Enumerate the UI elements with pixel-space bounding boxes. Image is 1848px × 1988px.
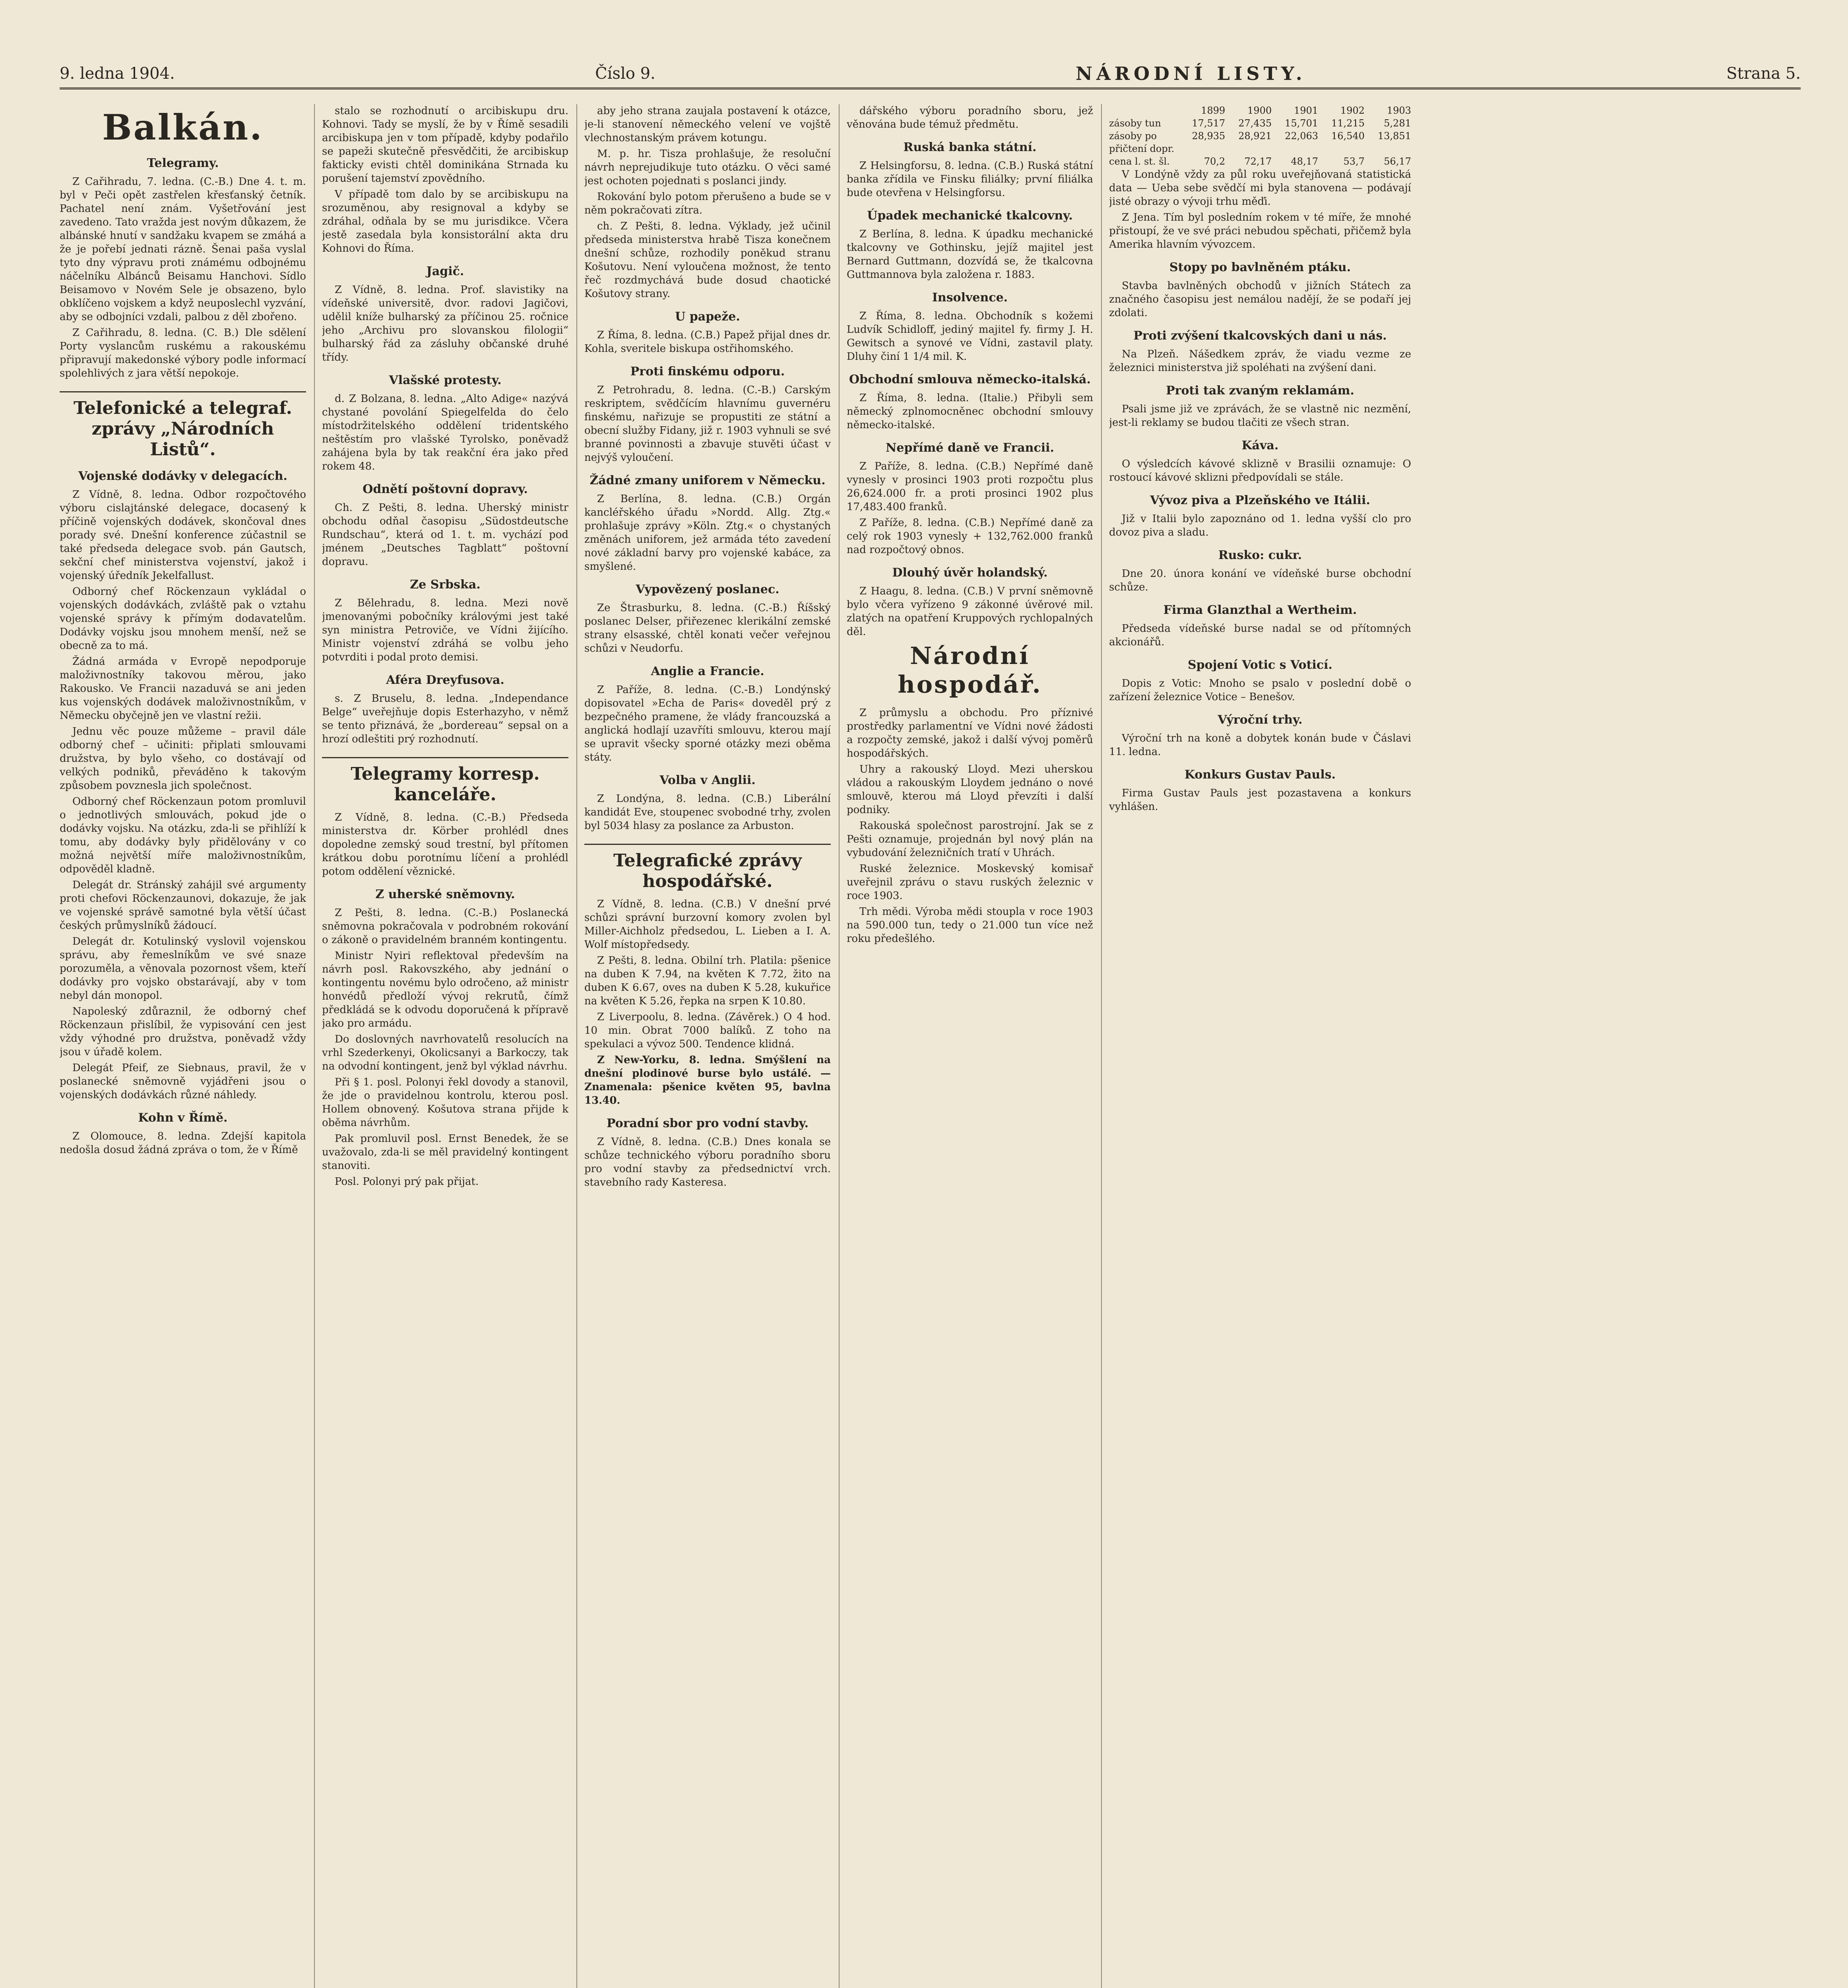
- article-paragraph: Trh mědi. Výroba mědi stoupla v roce 1903 na 590.000 tun, tedy o 21.000 tun více než roku předešlého.: [847, 906, 1093, 945]
- article-paragraph: Z Paříže, 8. ledna. (C.B.) Nepřímé daně za celý rok 1903 vynesly + 132,762.000 franků nad rozpočtový obnos.: [847, 517, 1093, 556]
- article-paragraph: Z Petrohradu, 8. ledna. (C.-B.) Carským reskriptem, svědčícím hlavnímu guvernéru finskému, nařizuje se propustiti ze státní a obecní služby Fidany, již r. 1903 vyhnuli se své branné povinnosti a zbavuje stuvěti účast v nejvýš vyloučení.: [584, 384, 831, 464]
- article-paragraph: M. p. hr. Tisza prohlašuje, že resoluční návrh neprejudikuje tuto otázku. O věci samé jest ochoten pojednati s poslanci jindy.: [584, 148, 831, 187]
- subheading: Ruská banka státní.: [903, 140, 1037, 154]
- telegramy-heading: Telegramy.: [147, 156, 219, 170]
- subheading: Volba v Anglii.: [659, 773, 756, 787]
- article-paragraph: V Londýně vždy za půl roku uveřejňovaná statistická data — Ueba sebe svědčí mi byla stanovena — podávají jisté obrazy o vývoji trhu měďi.: [1109, 169, 1411, 208]
- article-paragraph: Z Vídně, 8. ledna. (C.B.) Dnes konala se schůze technického výboru poradního sboru pro vodní stavby za předsednictví vrch. stavebního rady Kasteresa.: [584, 1136, 831, 1188]
- article-paragraph: Z průmyslu a obchodu. Pro příznivé prostředky parlamentní ve Vídni nové žádosti a rozpočty zemské, jakož i další vývoj poměrů hospodářských.: [847, 707, 1093, 759]
- article-paragraph: Odborný chef Röckenzaun vykládal o vojenských dodávkách, zvláště pak o vztahu vojenské správy k přímým dodavatelům. Dodávky vojsku jsou mnohem menší, než se obecně za to má.: [60, 586, 306, 652]
- masthead: [60, 60, 1801, 89]
- subheading: Stopy po bavlněném ptáku.: [1169, 260, 1351, 274]
- korresp-heading: Telegramy korresp. kanceláře.: [322, 757, 568, 805]
- subheading: Obchodní smlouva německo-italská.: [849, 373, 1091, 386]
- column-rule: [1101, 104, 1102, 1988]
- article-paragraph: Z Berlína, 8. ledna. K úpadku mechanické tkalcovny ve Gothinsku, jejíž majitel jest Bernard Guttmann, dozvídá se, že tkalcovna Guttmannova byla založena r. 1883.: [847, 228, 1093, 281]
- article-paragraph: Z Vídně, 8. ledna. (C.B.) V dnešní prvé schůzi správní burzovní komory zvolen byl Miller-Aichholz předsedou, L. Lieben a I. A. Wolf místopředsedy.: [584, 898, 831, 951]
- article-paragraph: Psali jsme již ve zprávách, že se vlastně nic nezmění, jest-li reklamy se budou tlačiti ze všech stran.: [1109, 403, 1411, 429]
- article-paragraph: Z Vídně, 8. ledna. Prof. slavistiky na vídeňské universitě, dvor. radovi Jagičovi, udělil kníže bulharský za příčinou 25. ročnice jeho „Archivu pro slovanskou filologii“ bulharský řád za zásluhy občanské druhé třídy.: [322, 284, 568, 363]
- section-title-narodni-hospodar: Národní hospodář.: [898, 642, 1042, 699]
- column-2: [322, 104, 568, 1988]
- article-paragraph: stalo se rozhodnutí o arcibiskupu dru. Kohnovi. Tady se myslí, že by v Římě sesadili arcibiskupa jen v tom případě, kdyby podařilo se papeži skutečně přesvědčiti, že arcibiskup fakticky evisti chtěl dominikána Strnada ku porušení tajemství zpovědního.: [322, 105, 568, 184]
- article-paragraph: V případě tom dalo by se arcibiskupu na srozuměnou, aby resignoval a kdyby se zdráhal, odňala by se mu jurisdikce. Včera jestě zasedala byla konsistorální akta dru Kohnovi do Říma.: [322, 188, 568, 254]
- section-title-balkan: Balkán.: [102, 107, 264, 148]
- subheading: Vojenské dodávky v delegacích.: [78, 469, 287, 483]
- article-paragraph: Stavba bavlněných obchodů v jižních Státech za značného časopisu jest nemálou nadějí, že se podaří jej zdolati.: [1109, 280, 1411, 319]
- subheading: Insolvence.: [932, 291, 1008, 305]
- copper-table-row: zásoby tun 17,517 27,435 15,701 11,215 5,281: [1109, 118, 1411, 129]
- copper-table-header: 1899 1900 1901 1902 1903: [1201, 105, 1411, 116]
- subheading: Úpadek mechanické tkalcovny.: [867, 209, 1073, 223]
- article-paragraph: Na Plzeň. Nášedkem zpráv, že viadu vezme ze železnici ministerstva již spoléhati na zvýšení dani.: [1109, 348, 1411, 374]
- article-paragraph: Posl. Polonyi prý pak přijat.: [335, 1176, 479, 1188]
- subheading: Odnětí poštovní dopravy.: [363, 482, 528, 496]
- article-paragraph: Z Helsingforsu, 8. ledna. (C.B.) Ruská státní banka zřídila ve Finsku filiálky; první filiálka bude otevřena v Helsingforsu.: [847, 160, 1093, 199]
- subheading: Káva.: [1241, 439, 1279, 452]
- column-rule: [576, 104, 577, 1988]
- article-paragraph: Dne 20. února konání ve vídeňské burse obchodní schůze.: [1109, 568, 1411, 593]
- article-paragraph: Z Vídně, 8. ledna. (C.-B.) Předseda ministerstva dr. Körber prohlédl dnes dopoledne zemský soud trestní, byl přítomen krátkou dobu porotnímu líčení a prohlédl potom oddělení věznické.: [322, 812, 568, 878]
- subheading: U papeže.: [675, 310, 740, 324]
- article-paragraph: dářského výboru poradního sboru, jež věnována bude témuž předmětu.: [847, 105, 1093, 130]
- article-paragraph: Již v Italii bylo zapoznáno od 1. ledna vyšší clo pro dovoz piva a sladu.: [1109, 513, 1411, 538]
- article-paragraph: Z Cařihradu, 7. ledna. (C.-B.) Dne 4. t. m. byl v Peči opět zastřelen křesťanský četník. Pachatel není znám. Vyšetřování jest zavedeno. Tato vražda jest novým důkazem, že albánské hnutí v sandžaku kvapem se zmáhá a že je pořebí jednati rázně. Šenai paša vyslal tyto dny výpravu proti známému odbojnému náčelníku Albánců Beisamu Hanchovi. Sídlo Beisamovo v Novém Sele je obsazeno, bylo obklíčeno vojskem a když neuposlechl vyzvání, aby se odbojníci vzdali, palbou z děl zbořeno.: [60, 176, 306, 323]
- subheading: Konkurs Gustav Pauls.: [1184, 768, 1336, 782]
- article-paragraph: Delegát dr. Kotulinský vyslovil vojenskou správu, aby řemeslníkům ve své snaze porozuměla, a věnovala pozornost všem, kteří dodávky pro vojsko obstarávají, aby v tom nebyl dán monopol.: [60, 936, 306, 1002]
- article-paragraph: Z Říma, 8. ledna. (Italie.) Přibyli sem německý zplnomocněnec obchodní smlouvy německo-italské.: [847, 392, 1093, 431]
- subheading: Firma Glanzthal a Wertheim.: [1163, 603, 1357, 617]
- subheading: Spojení Votic s Voticí.: [1188, 658, 1332, 672]
- article-paragraph: Z Říma, 8. ledna. (C.B.) Papež přijal dnes dr. Kohla, sveritele biskupa ostřihomského.: [584, 329, 831, 355]
- paper-title: NÁRODNÍ LISTY.: [1076, 63, 1306, 84]
- subheading: Jagič.: [426, 264, 464, 278]
- column-3: [584, 104, 831, 1988]
- subheading: Poradní sbor pro vodní stavby.: [606, 1116, 809, 1130]
- article-paragraph: O výsledcích kávové sklizně v Brasilii oznamuje: O rostoucí kávové sklizni předpovídali se stále.: [1109, 458, 1411, 483]
- article-paragraph: Rakouská společnost parostrojní. Jak se z Pešti oznamuje, projednán byl nový plán na vybudování železničních tratí v Uhrách.: [847, 820, 1093, 859]
- subheading: Kohn v Římě.: [138, 1111, 228, 1125]
- article-paragraph: Ze Štrasburku, 8. ledna. (C.-B.) Říšský poslanec Delser, přiřezenec klerikální zemské strany elsasské, chtěl konati večer veřejnou schůzi v Neudorfu.: [584, 602, 831, 654]
- column-rule: [839, 104, 840, 1988]
- article-paragraph: Z Cařihradu, 8. ledna. (C. B.) Dle sdělení Porty vyslancům ruskému a rakouskému připravují makedonské výbory podle informací spolehlivých z jara větší nepokoje.: [60, 327, 306, 379]
- article-paragraph: Výroční trh na koně a dobytek konán bude v Čáslavi 11. ledna.: [1109, 732, 1411, 758]
- subheading: Dlouhý úvěr holandský.: [892, 566, 1048, 580]
- article-paragraph: Ruské železnice. Moskevský komisař uveřejnil zprávu o stavu ruských železnic v roce 1903.: [847, 863, 1093, 902]
- column-rule: [314, 104, 315, 1988]
- article-paragraph: Z Pešti, 8. ledna. (C.-B.) Poslanecká sněmovna pokračovala v podrobném rokování o zákoně o pravidelném branném kontingentu.: [322, 907, 568, 946]
- article-paragraph: d. Z Bolzana, 8. ledna. „Alto Adige« nazývá chystané povolání Spiegelfelda do čelo místodržitelského oddělení tridentského neštěstím pro vlašské Tyrolsko, poněvadž zahájena byla by tak reakční éra jako před rokem 48.: [322, 393, 568, 472]
- article-paragraph: Napoleský zdůraznil, že odborný chef Röckenzaun přislíbil, že vypisování cen jest vždy výhodné pro družstva, poněvadž vždy jsou v úřadě kolem.: [60, 1006, 306, 1058]
- article-paragraph: Z Paříže, 8. ledna. (C.B.) Nepřímé daně vynesly v prosinci 1903 proti rozpočtu plus 26,624.000 fr. a proti prosinci 1902 plus 17,483.400 franků.: [847, 460, 1093, 513]
- article-paragraph: Žádná armáda v Evropě nepodporuje maloživnostníky takovou měrou, jako Rakousko. Ve Francii nazaduvá se ani jeden kus vojenských dodávek maloživnostníkům, v Německu obyčejně jen ve vlastní režii.: [60, 656, 306, 722]
- column-5: [1109, 104, 1411, 1988]
- article-paragraph: Při § 1. posl. Polonyi řekl dovody a stanovil, že jde o pravidelnou kontrolu, kterou posl. Hollem obnovený. Košutova strana přijde k oběma návrhům.: [322, 1076, 568, 1129]
- article-paragraph: Předseda vídeňské burse nadal se od přítomných akcionářů.: [1109, 623, 1411, 648]
- article-paragraph: Uhry a rakouský Lloyd. Mezi uherskou vládou a rakouským Lloydem jednáno o nové smlouvě, kterou má Lloyd převzíti i další podniky.: [847, 763, 1093, 816]
- article-paragraph: Z Paříže, 8. ledna. (C.-B.) Londýnský dopisovatel »Echa de Paris« doveděl prý z bezpečného pramene, že vlády francouzská a anglická hodlají uzavříti smlouvu, kterou mají se upravit všecky sporné otázky mezi oběma státy.: [584, 684, 831, 763]
- issue-date: 9. ledna 1904.: [60, 64, 175, 83]
- column-4: [847, 104, 1093, 1988]
- article-paragraph: aby jeho strana zaujala postavení k otázce, je-li stanovení německého velení ve vojště vlechnostanským právem kotungu.: [584, 105, 831, 144]
- page-number: Strana 5.: [1726, 64, 1801, 83]
- subheading: Vývoz piva a Plzeňského ve Itálii.: [1150, 493, 1370, 507]
- article-paragraph: Dopis z Votic: Mnoho se psalo v poslední době o zařízení železnice Votice – Benešov.: [1109, 678, 1411, 703]
- article-paragraph: Firma Gustav Pauls jest pozastavena a konkurs vyhlášen.: [1109, 787, 1411, 813]
- article-paragraph: Z Bělehradu, 8. ledna. Mezi nově jmenovanými pobočníky královými jest také syn ministra Petroviče, ve Vídni žijícího. Ministr vojenství zdráhá se volbu jeho potvrditi i podal proto demisi.: [322, 597, 568, 663]
- subheading: Rusko: cukr.: [1218, 548, 1302, 562]
- article-paragraph: Z Říma, 8. ledna. Obchodník s kožemi Ludvík Schidloff, jediný majitel fy. firmy J. H. Gewitsch a synové ve Vídni, zastavil platy. Dluhy činí 1 1/4 mil. K.: [847, 310, 1093, 363]
- article-paragraph: Odborný chef Röckenzaun potom promluvil o jednotlivých smlouvách, pokud jde o dodávky vojsku. Na otázku, zda-li se přihlíží k tomu, aby dodávky byly přidělovány v co možná největší míře maloživnostníkům, odpověděl kladně.: [60, 796, 306, 875]
- article-paragraph: Z Vídně, 8. ledna. Odbor rozpočtového výboru cislajtánské delegace, docasený k příčině vojenských dodávek, skončoval dnes porady své. Dnešní konference zúčastnil se také předseda delegace svob. pán Gautsch, sekční chef ministerstva vojenství, jakož i vojenský úředník Jekelfallust.: [60, 489, 306, 582]
- issue-number: Číslo 9.: [595, 64, 655, 83]
- subheading: Aféra Dreyfusova.: [386, 673, 504, 687]
- subheading: Nepřímé daně ve Francii.: [885, 441, 1054, 455]
- article-paragraph: ch. Z Pešti, 8. ledna. Výklady, jež učinil předseda ministerstva hrabě Tisza konečnem dnešní schůze, rozhodily poněkud stranu Košutovu. Není vyloučena možnost, že tento řeč rozdmychává bude dosud chaotické Košutovy strany.: [584, 220, 831, 300]
- article-paragraph: Z Berlína, 8. ledna. (C.B.) Orgán kancléřského úřadu »Nordd. Allg. Ztg.« prohlašuje zprávy »Köln. Ztg.« o chystaných změnách uniforem, jež armáda této zavedení nové základní barvy pro vojenské kabáce, za smyšlené.: [584, 493, 831, 573]
- subheading: Vlašské protesty.: [389, 373, 502, 387]
- subheading: Vypovězený poslanec.: [636, 582, 780, 596]
- column-1: [60, 104, 306, 1988]
- article-paragraph: Pak promluvil posl. Ernst Benedek, že se uvažovalo, zda-li se měl pravidelný kontingent stanoviti.: [322, 1133, 568, 1172]
- article-paragraph: Z Pešti, 8. ledna. Obilní trh. Platila: pšenice na duben K 7.94, na květen K 7.72, žito na duben K 6.67, oves na duben K 5.28, kukuřice na květen K 5.26, řepka na srpen K 10.80.: [584, 955, 831, 1007]
- article-paragraph: Z Olomouce, 8. ledna. Zdejší kapitola nedošla dosud žádná zpráva o tom, že v Římě: [60, 1130, 306, 1156]
- subheading: Výroční trhy.: [1218, 713, 1303, 727]
- article-paragraph: Z Haagu, 8. ledna. (C.B.) V první sněmovně bylo včera vyřízeno 9 zákonné úvěrové mil. zlatých na opatření Kruppových rychlopalných děl.: [847, 585, 1093, 638]
- subheading: Z uherské sněmovny.: [375, 887, 515, 901]
- article-paragraph: Ministr Nyiri reflektoval především na návrh posl. Rakovszkého, aby jednání o kontingentu novému bylo odročeno, až ministr honvédů předloží vývoj rekrutů, čímž předkládá se k odvodu doporučená k přípravě jako pro armádu.: [322, 950, 568, 1029]
- article-paragraph: Z Liverpoolu, 8. ledna. (Závěrek.) O 4 hod. 10 min. Obrat 7000 balíků. Z toho na spekulaci a vývoz 500. Tendence klidná.: [584, 1011, 831, 1050]
- article-paragraph: Ch. Z Pešti, 8. ledna. Uherský ministr obchodu odňal časopisu „Südostdeutsche Rundschau“, která od 1. t. m. vychází pod jménem „Deutsches Tagblatt“ poštovní dopravu.: [322, 502, 568, 568]
- article-paragraph: s. Z Bruselu, 8. ledna. „Independance Belge“ uveřejňuje dopis Esterhazyho, v němž se tento přiznává, že „bordereau“ sepsal on a hrozí odleštiti prý rozhodnutí.: [322, 693, 568, 745]
- subheading: Žádné zmany uniforem v Německu.: [589, 474, 826, 487]
- article-paragraph: Do doslovných navrhovatelů resolucích na vrhl Szederkenyi, Okolicsanyi a Barkoczy, tak na odvodní kontingent, jenž byl výklad návrhu.: [322, 1033, 568, 1072]
- subheading: Ze Srbska.: [410, 578, 481, 592]
- subheading: Anglie a Francie.: [651, 664, 764, 678]
- article-paragraph: Jednu věc pouze můžeme – pravil dále odborný chef – učiniti: připlati smlouvami družstva, by bylo všeho, co dostávají od velkých podniků, převáděno k takovým způsobem povznesla jich společnost.: [60, 726, 306, 792]
- article-paragraph: Z New-Yorku, 8. ledna. Smýšlení na dnešní plodinové burse bylo ustálé. — Znamenala: pšenice květen 95, bavlna 13.40.: [584, 1054, 831, 1107]
- telephone-reports-heading: Telefonické a telegraf. zprávy „Národních Listů“.: [60, 391, 306, 460]
- article-paragraph: Z Londýna, 8. ledna. (C.B.) Liberální kandidát Eve, stoupenec svobodné trhy, zvolen byl 5034 hlasy za poslance za Arbuston.: [584, 793, 831, 832]
- subheading: Proti tak zvaným reklamám.: [1166, 384, 1354, 398]
- article-paragraph: Delegát dr. Stránský zahájil své argumenty proti chefovi Röckenzaunovi, dokazuje, že jak ve vojenské správě samotné byla větší účast českých průmyslníků žádoucí.: [60, 879, 306, 932]
- copper-table-row: cena l. st. šl. 70,2 72,17 48,17 53,7 56,17: [1109, 156, 1411, 167]
- subheading: Proti finskému odporu.: [630, 365, 785, 379]
- economic-reports-heading: Telegrafické zprávy hospodářské.: [584, 844, 831, 892]
- article-paragraph: Delegát Pfeif, ze Siebnaus, pravil, že v poslanecké sněmovně vyjádřeni jsou o vojenských dodávkách různé náhledy.: [60, 1062, 306, 1101]
- subheading: Proti zvýšení tkalcovských dani u nás.: [1133, 329, 1387, 343]
- article-paragraph: Rokování bylo potom přerušeno a bude se v něm pokračovati zítra.: [584, 191, 831, 216]
- article-paragraph: Z Jena. Tím byl posledním rokem v té míře, že mnohé přistoupí, že ve své práci nebudou spěchati, přičemž byla Amerika hlavním vývozcem.: [1109, 212, 1411, 250]
- copper-table-row: zásoby po přičtení dopr. 28,935 28,921 22,063 16,540 13,851: [1109, 130, 1411, 154]
